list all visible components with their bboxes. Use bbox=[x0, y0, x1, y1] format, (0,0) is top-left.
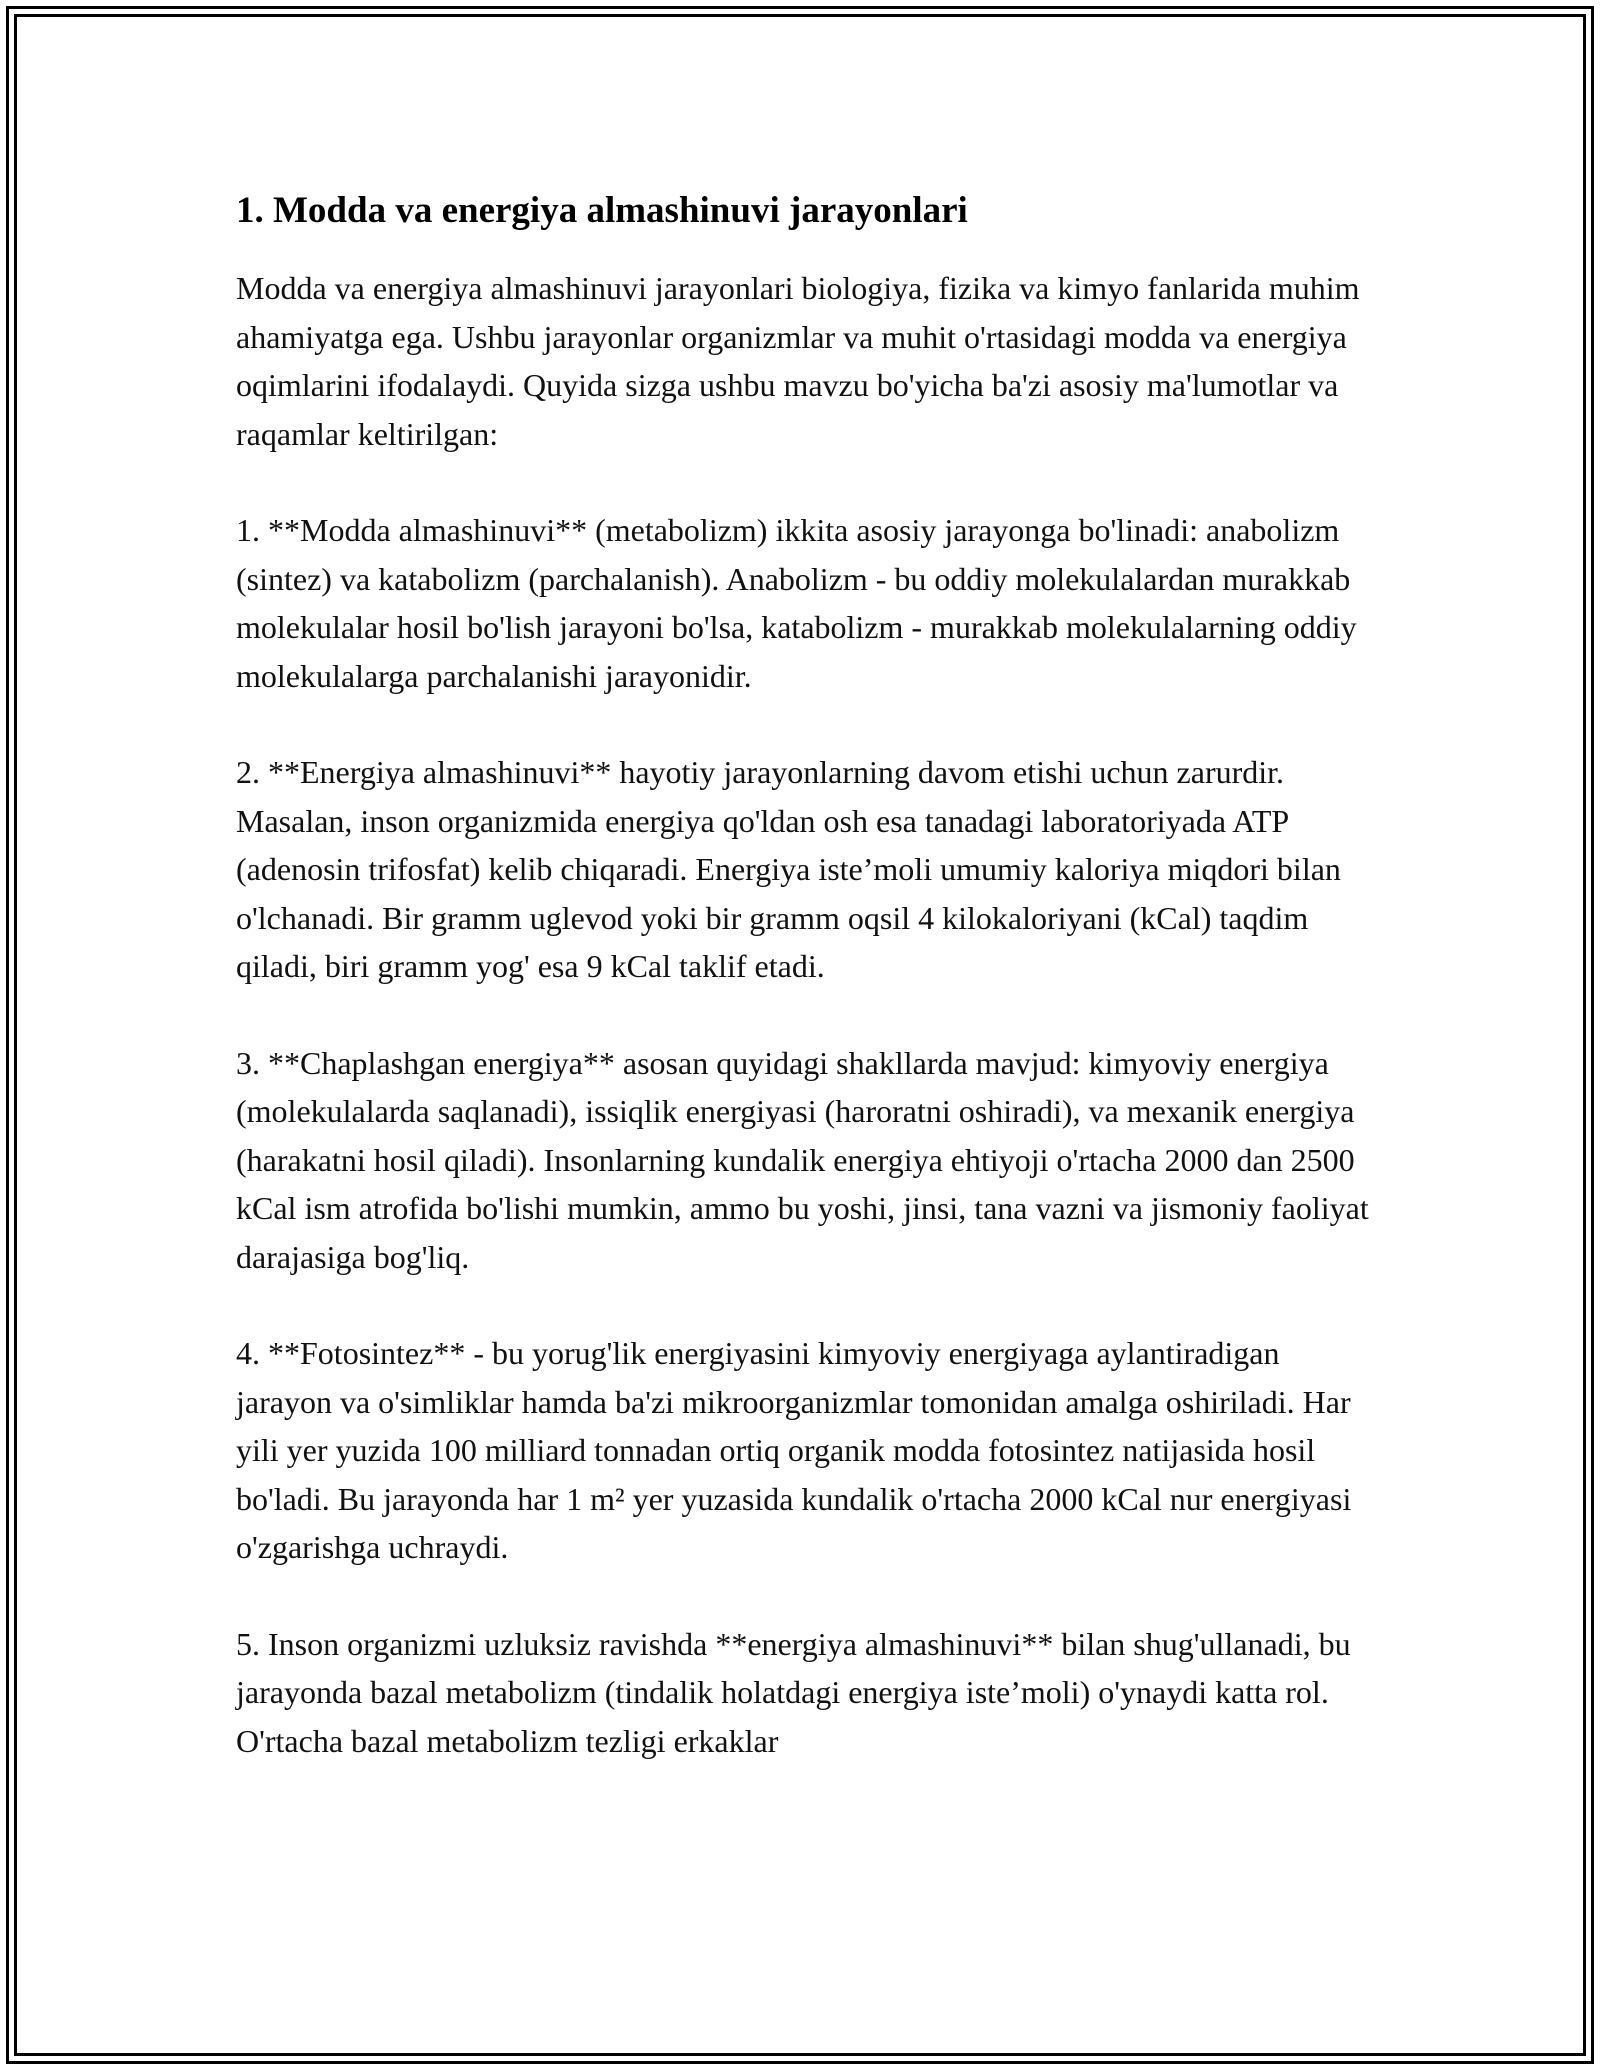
document-title: 1. Modda va energiya almashinuvi jarayonlari bbox=[236, 190, 968, 231]
intro-paragraph: Modda va energiya almashinuvi jarayonlari biologiya, fizika va kimyo fanlarida muhim ahamiyatga ega. Ushbu jarayonlar organizmlar va muhit o'rtasidagi modda va energiya oqimlarini ifodalaydi. Quyida sizga ushbu mavzu bo'yicha ba'zi asosiy ma'lumotlar va raqamlar keltirilgan: bbox=[236, 270, 1360, 452]
paragraph-energy-forms: 3. **Chaplashgan energiya** asosan quyidagi shakllarda mavjud: kimyoviy energiya (molekulalarda saqlanadi), issiqlik energiyasi (haroratni oshiradi), va mexanik energiya (harakatni hosil qiladi). Insonlarning kundalik energiya ehtiyoji o'rtacha 2000 dan 2500 kCal ism atrofida bo'lishi mumkin, ammo bu yoshi, jinsi, tana vazni va jismoniy faoliyat darajasiga bog'liq. bbox=[236, 1044, 1369, 1275]
paragraph-photosynthesis: 4. **Fotosintez** - bu yorug'lik energiyasini kimyoviy energiyaga aylantiradigan jarayon va o'simliklar hamda ba'zi mikroorganizmlar tomonidan amalga oshiriladi. Har yili yer yuzida 100 milliard tonnadan ortiq organik modda fotosintez natijasida hosil bo'ladi. Bu jarayonda har 1 m² yer yuzasida kundalik o'rtacha 2000 kCal nur energiyasi o'zgarishga uchraydi. bbox=[236, 1335, 1352, 1565]
paragraph-basal-metabolism: 5. Inson organizmi uzluksiz ravishda **energiya almashinuvi** bilan shug'ullanadi, bu jarayonda bazal metabolizm (tindalik holatdagi energiya iste’moli) o'ynaydi katta rol. O'rtacha bazal metabolizm tezligi erkaklar bbox=[236, 1625, 1351, 1759]
paragraph-metabolism: 1. **Modda almashinuvi** (metabolizm) ikkita asosiy jarayonga bo'linadi: anabolizm (sintez) va katabolizm (parchalanish). Anabolizm - bu oddiy molekulalardan murakkab molekulalar hosil bo'lish jarayoni bo'lsa, katabolizm - murakkab molekulalarning oddiy molekulalarga parchalanishi jarayonidir. bbox=[236, 512, 1357, 694]
paragraph-energy-exchange: 2. **Energiya almashinuvi** hayotiy jarayonlarning davom etishi uchun zarurdir. Masalan, inson organizmida energiya qo'ldan osh esa tanadagi laboratoriyada ATP (adenosin trifosfat) kelib chiqaradi. Energiya iste’moli umumiy kaloriya miqdori bilan o'lchanadi. Bir gramm uglevod yoki bir gramm oqsil 4 kilokaloriyani (kCal) taqdim qiladi, biri gramm yog' esa 9 kCal taklif etadi. bbox=[236, 754, 1341, 984]
document-body bbox=[236, 186, 1376, 1813]
